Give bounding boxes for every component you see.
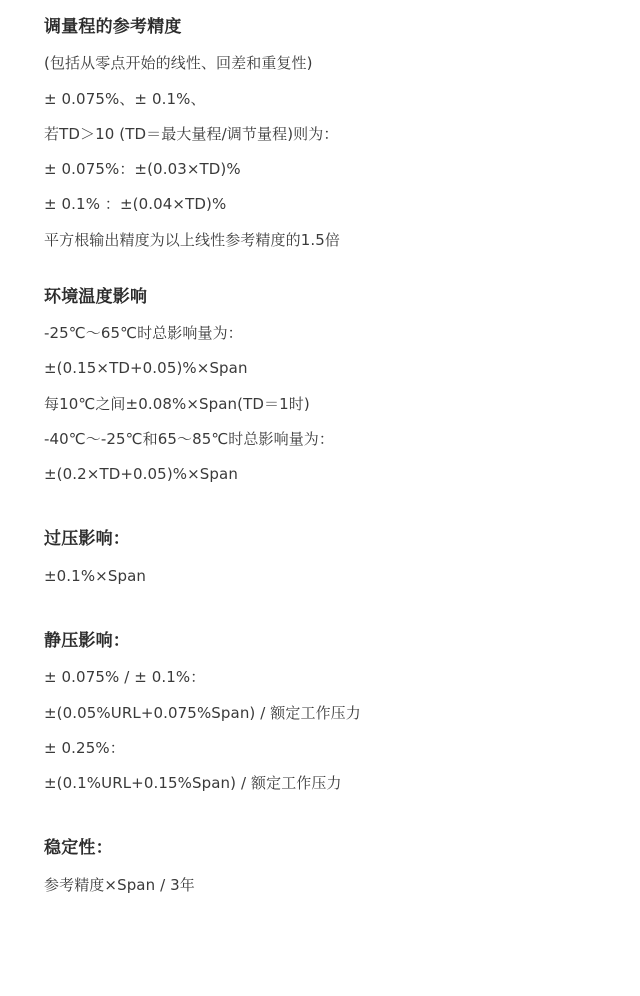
section-title: 环境温度影响 [44, 286, 148, 307]
section-line: 每10℃之间±0.08%×Span(TD＝1时) [44, 394, 310, 413]
section-line: -25℃～65℃时总影响量为： [44, 324, 243, 343]
section-line: ±0.1%×Span [44, 566, 146, 585]
section-line: (包括从零点开始的线性、回差和重复性) [44, 54, 313, 73]
section-line: ± 0.1% ：±(0.04×TD)% [44, 195, 227, 214]
section-line: ± 0.25%： [44, 738, 125, 757]
section-line: -40℃～-25℃和65～85℃时总影响量为： [44, 429, 335, 448]
section-line: ±(0.15×TD+0.05)%×Span [44, 359, 248, 378]
section-stability [44, 835, 600, 903]
section-ambient-temperature-effect [44, 284, 600, 493]
section-title: 静压影响： [44, 631, 130, 652]
section-title: 稳定性： [44, 838, 113, 859]
section-title: 过压影响： [44, 529, 130, 550]
section-line: 若TD＞10 (TD＝最大量程/调节量程)则为： [44, 124, 339, 143]
section-line: 参考精度×Span / 3年 [44, 875, 195, 894]
section-overpressure-effect [44, 526, 600, 594]
section-line: ± 0.075% / ± 0.1%： [44, 668, 206, 687]
section-line: ± 0.075%、± 0.1%、 [44, 89, 206, 108]
section-reference-accuracy [44, 14, 600, 258]
section-line: ±(0.05%URL+0.075%Span) / 额定工作压力 [44, 703, 361, 722]
section-static-pressure-effect [44, 628, 600, 801]
section-title: 调量程的参考精度 [44, 17, 182, 37]
section-line: ±(0.2×TD+0.05)%×Span [44, 465, 238, 484]
section-line: ±(0.1%URL+0.15%Span) / 额定工作压力 [44, 774, 342, 793]
section-line: ± 0.075%：±(0.03×TD)% [44, 160, 241, 179]
section-line: 平方根输出精度为以上线性参考精度的1.5倍 [44, 230, 340, 249]
